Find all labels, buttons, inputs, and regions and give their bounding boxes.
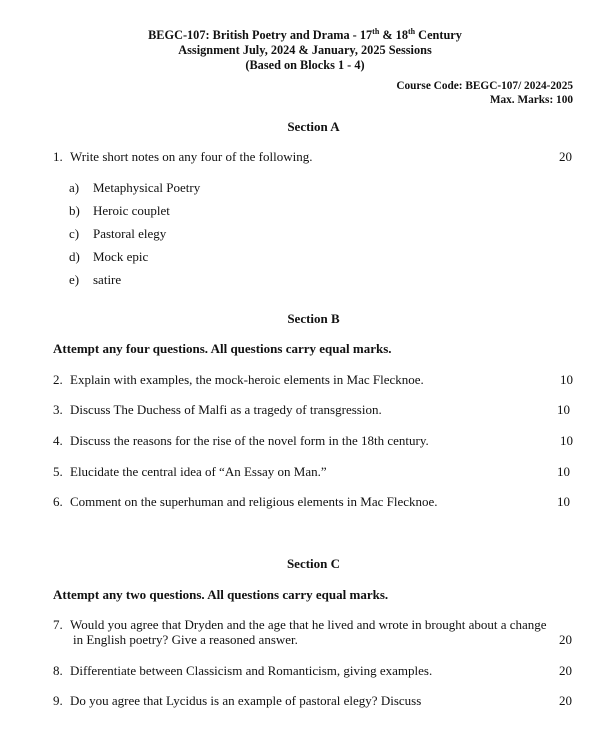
question-1: 1. Write short notes on any four of the following. bbox=[53, 149, 313, 164]
list-item: e) satire bbox=[69, 272, 122, 287]
question-8-marks: 20 bbox=[559, 663, 572, 678]
question-9-marks: 20 bbox=[559, 693, 572, 708]
section-c-title: Section C bbox=[286, 556, 341, 571]
question-9: 9. Do you agree that Lycidus is an example of pastoral elegy? Discuss bbox=[53, 693, 422, 708]
section-c-instruction: Attempt any two questions. All questions carry equal marks. bbox=[53, 587, 389, 602]
list-item: d) Mock epic bbox=[69, 249, 149, 264]
blocks-note: (Based on Blocks 1 - 4) bbox=[245, 58, 365, 72]
question-1-marks: 20 bbox=[559, 149, 572, 164]
question-7-continued: in English poetry? Give a reasoned answer. bbox=[73, 632, 298, 647]
question-3-marks: 10 bbox=[557, 402, 570, 417]
section-b-instruction: Attempt any four questions. All questions carry equal marks. bbox=[53, 341, 392, 356]
question-6-marks: 10 bbox=[557, 494, 570, 509]
document-title: BEGC-107: British Poetry and Drama - 17th & 18th Century bbox=[148, 26, 462, 42]
course-code: Course Code: BEGC-107/ 2024-2025 bbox=[396, 80, 573, 92]
max-marks: Max. Marks: 100 bbox=[489, 94, 573, 106]
question-7-marks: 20 bbox=[559, 632, 572, 647]
list-item: a) Metaphysical Poetry bbox=[69, 180, 201, 195]
question-2-marks: 10 bbox=[560, 372, 573, 387]
question-6: 6. Comment on the superhuman and religious elements in Mac Flecknoe. bbox=[53, 494, 438, 509]
question-2: 2. Explain with examples, the mock-heroic elements in Mac Flecknoe. bbox=[53, 372, 424, 387]
question-5-marks: 10 bbox=[557, 464, 570, 479]
question-3: 3. Discuss The Duchess of Malfi as a tragedy of transgression. bbox=[53, 402, 382, 417]
section-b-title: Section B bbox=[287, 311, 340, 326]
question-7: 7. Would you agree that Dryden and the age that he lived and wrote in brought about a change bbox=[53, 617, 547, 632]
question-4-marks: 10 bbox=[560, 433, 573, 448]
list-item: b) Heroic couplet bbox=[69, 203, 170, 218]
assignment-session: Assignment July, 2024 & January, 2025 Sessions bbox=[178, 43, 432, 57]
section-a-title: Section A bbox=[287, 119, 340, 134]
list-item: c) Pastoral elegy bbox=[69, 226, 167, 241]
question-4: 4. Discuss the reasons for the rise of the novel form in the 18th century. bbox=[53, 433, 429, 448]
question-8: 8. Differentiate between Classicism and Romanticism, giving examples. bbox=[53, 663, 433, 678]
question-5: 5. Elucidate the central idea of “An Essay on Man.” bbox=[53, 464, 327, 479]
